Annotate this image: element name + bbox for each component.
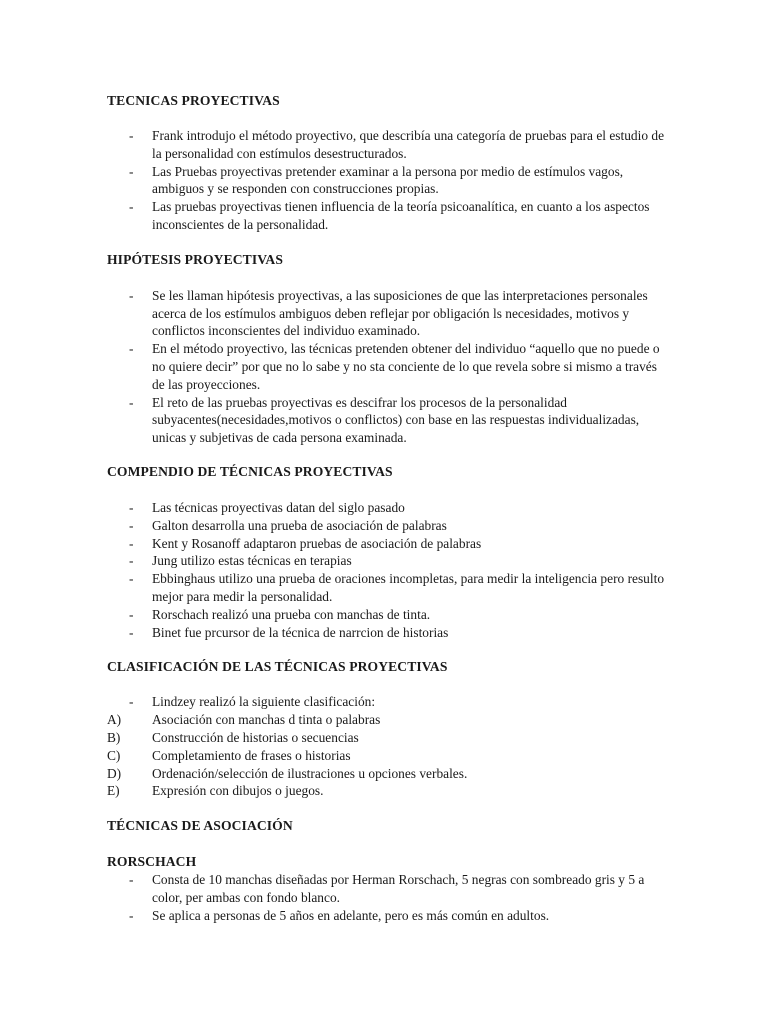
section-heading-tecnicas-proyectivas: TECNICAS PROYECTIVAS: [107, 93, 280, 108]
list-marker: -: [129, 163, 134, 179]
list-marker: -: [129, 128, 134, 143]
section-heading-compendio: COMPENDIO DE TÉCNICAS PROYECTIVAS: [107, 463, 393, 479]
list-marker: E): [107, 783, 120, 799]
list-item-text: Galton desarrolla una prueba de asociación de palabras: [152, 517, 447, 533]
list-item-text: Expresión con dibujos o juegos.: [152, 783, 324, 799]
section-list-hipotesis-proyectivas: [107, 287, 667, 447]
section-list-rorschach: [107, 871, 667, 924]
section-list-tecnicas-proyectivas: [107, 127, 667, 234]
list-item-text: Las técnicas proyectivas datan del siglo pasado: [152, 499, 405, 515]
list-item-text: Ebbinghaus utilizo una prueba de oraciones incompletas, para medir la inteligencia pero resulto mejor para medir la personalidad.: [152, 571, 665, 604]
list-item-text: Construcción de historias o secuencias: [152, 729, 359, 745]
list-marker: A): [107, 712, 122, 728]
list-marker: -: [129, 553, 134, 569]
list-item: [107, 499, 667, 517]
list-item: [107, 747, 667, 765]
list-item-text: Se les llaman hipótesis proyectivas, a las suposiciones de que las interpretaciones personales acerca de los estímulos ambiguos deben reflejar por obligación ls necesidades, motivos y conflictos inconscientes del individuo examinado.: [152, 287, 648, 339]
list-marker: -: [129, 341, 134, 357]
list-item: [107, 606, 667, 624]
list-item: [107, 782, 667, 800]
list-marker: D): [107, 765, 122, 781]
list-item-text: Kent y Rosanoff adaptaron pruebas de asociación de palabras: [152, 535, 482, 551]
list-item: [107, 693, 667, 711]
list-item-text: Completamiento de frases o historias: [152, 747, 351, 763]
list-item-text: El reto de las pruebas proyectivas es descifrar los procesos de la personalidad subyacentes(necesidades,motivos o conflictos) con base en las respuestas individualizadas, unicas y subjetivas de cada persona examinada.: [152, 394, 640, 446]
list-item: [107, 729, 667, 747]
list-marker: B): [107, 729, 121, 745]
list-item: [107, 871, 667, 907]
list-item-text: Rorschach realizó una prueba con manchas de tinta.: [152, 606, 431, 622]
list-item-text: Binet fue prcursor de la técnica de narrcion de historias: [152, 624, 449, 640]
list-marker: -: [129, 517, 134, 533]
list-item: [107, 907, 667, 925]
section-list-clasificacion: [107, 693, 667, 800]
list-item: [107, 287, 667, 340]
list-item-text: Frank introdujo el método proyectivo, que describía una categoría de pruebas para el estudio de la personalidad con estímulos desestructurados.: [152, 128, 665, 161]
list-item: [107, 765, 667, 783]
list-item: [107, 535, 667, 553]
list-item-text: En el método proyectivo, las técnicas pretenden obtener del individuo “aquello que no puede o no quiere decir” por que no lo sabe y no sta conciente de lo que revela sobre si mismo a través de las proyecciones.: [152, 341, 660, 392]
list-item: [107, 570, 667, 606]
section-heading-tecnicas-asociacion: TÉCNICAS DE ASOCIACIÓN: [107, 818, 293, 834]
list-item: [107, 552, 667, 570]
list-item: [107, 394, 667, 447]
list-item: [107, 517, 667, 535]
list-item-text: Lindzey realizó la siguiente clasificación:: [152, 694, 376, 710]
list-marker: C): [107, 747, 121, 763]
list-marker: -: [129, 606, 134, 622]
list-marker: -: [129, 199, 134, 215]
list-marker: -: [129, 535, 134, 551]
list-item-text: Asociación con manchas d tinta o palabras: [152, 712, 381, 728]
list-marker: -: [129, 694, 134, 710]
list-item: [107, 198, 667, 234]
list-item-text: Se aplica a personas de 5 años en adelante, pero es más común en adultos.: [152, 907, 550, 923]
document-page: [107, 92, 667, 925]
list-item: [107, 340, 667, 393]
list-marker: -: [129, 394, 134, 410]
list-marker: -: [129, 287, 134, 303]
list-marker: -: [129, 571, 134, 587]
list-item: [107, 163, 667, 199]
section-heading-clasificacion: CLASIFICACIÓN DE LAS TÉCNICAS PROYECTIVAS: [107, 659, 448, 675]
list-marker: -: [129, 499, 134, 515]
section-heading-rorschach: RORSCHACH: [107, 854, 197, 870]
list-item-text: Las Pruebas proyectivas pretender examinar a la persona por medio de estímulos vagos, ambiguos y se responden con construcciones propias.: [152, 163, 624, 197]
list-marker: -: [129, 624, 134, 640]
section-heading-hipotesis-proyectivas: HIPÓTESIS PROYECTIVAS: [107, 251, 283, 267]
list-marker: -: [129, 872, 134, 888]
list-item: [107, 624, 667, 642]
list-item: [107, 711, 667, 729]
list-item-text: Ordenación/selección de ilustraciones u opciones verbales.: [152, 765, 468, 781]
list-item-text: Las pruebas proyectivas tienen influencia de la teoría psicoanalítica, en cuanto a los aspectos inconscientes de la personalidad.: [152, 199, 650, 232]
list-marker: -: [129, 907, 134, 923]
section-list-compendio: [107, 499, 667, 641]
list-item-text: Jung utilizo estas técnicas en terapias: [152, 553, 352, 569]
list-item-text: Consta de 10 manchas diseñadas por Herman Rorschach, 5 negras con sombreado gris y 5 a color, per ambas con fondo blanco.: [152, 872, 645, 905]
list-item: [107, 127, 667, 163]
